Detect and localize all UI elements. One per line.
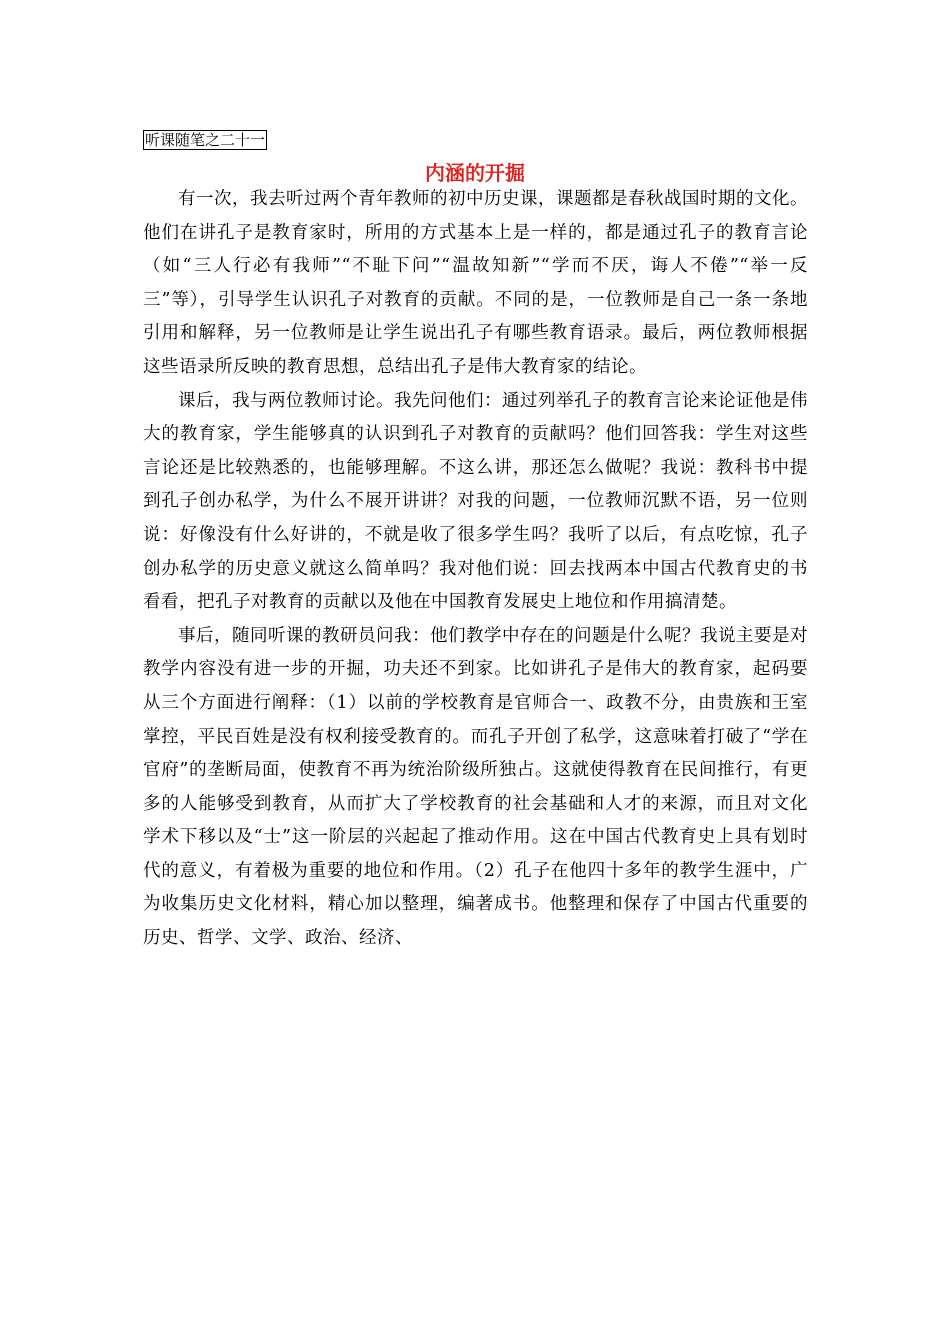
series-label: 听课随笔之二十一 <box>145 131 266 149</box>
paragraph: 事后，随同听课的教研员问我：他们教学中存在的问题是什么呢？我说主要是对教学内容没有进一步的开掘，功夫还不到家。比如讲孔子是伟大的教育家，起码要从三个方面进行阐释：（1）以前的学校教育是官师合一、政教不分，由贵族和王室掌控，平民百姓是没有权利接受教育的。而孔子开创了私学，这意味着打破了“学在官府”的垄断局面，使教育不再为统治阶级所独占。这就使得教育在民间推行，有更多的人能够受到教育，从而扩大了学校教育的社会基础和人才的来源，而且对文化学术下移以及“士”这一阶层的兴起起了推动作用。这在中国古代教育史上具有划时代的意义，有着极为重要的地位和作用。（2）孔子在他四十多年的教学生涯中，广为收集历史文化材料，精心加以整理，编著成书。他整理和保存了中国古代重要的历史、哲学、文学、政治、经济、 <box>143 625 808 949</box>
article-title: 内涵的开掘 <box>425 161 525 185</box>
paragraph: 课后，我与两位教师讨论。我先问他们：通过列举孔子的教育言论来论证他是伟大的教育家，学生能够真的认识到孔子对教育的贡献吗？他们回答我：学生对这些言论还是比较熟悉的，也能够理解。不这么讲，那还怎么做呢？我说：教科书中提到孔子创办私学，为什么不展开讲讲？对我的问题，一位教师沉默不语，另一位则说：好像没有什么好讲的，不就是收了很多学生吗？我听了以后，有点吃惊，孔子创办私学的历史意义就这么简单吗？我对他们说：回去找两本中国古代教育史的书看看，把孔子对教育的贡献以及他在中国教育发展史上地位和作用搞清楚。 <box>143 390 808 613</box>
article-body <box>143 183 808 956</box>
paragraph: 有一次，我去听过两个青年教师的初中历史课，课题都是春秋战国时期的文化。他们在讲孔子是教育家时，所用的方式基本上是一样的，都是通过孔子的教育言论（如“三人行必有我师”“不耻下问”“温故知新”“学而不厌，诲人不倦”“举一反三”等），引导学生认识孔子对教育的贡献。不同的是，一位教师是自己一条一条地引用和解释，另一位教师是让学生说出孔子有哪些教育语录。最后，两位教师根据这些语录所反映的教育思想，总结出孔子是伟大教育家的结论。 <box>143 189 808 377</box>
